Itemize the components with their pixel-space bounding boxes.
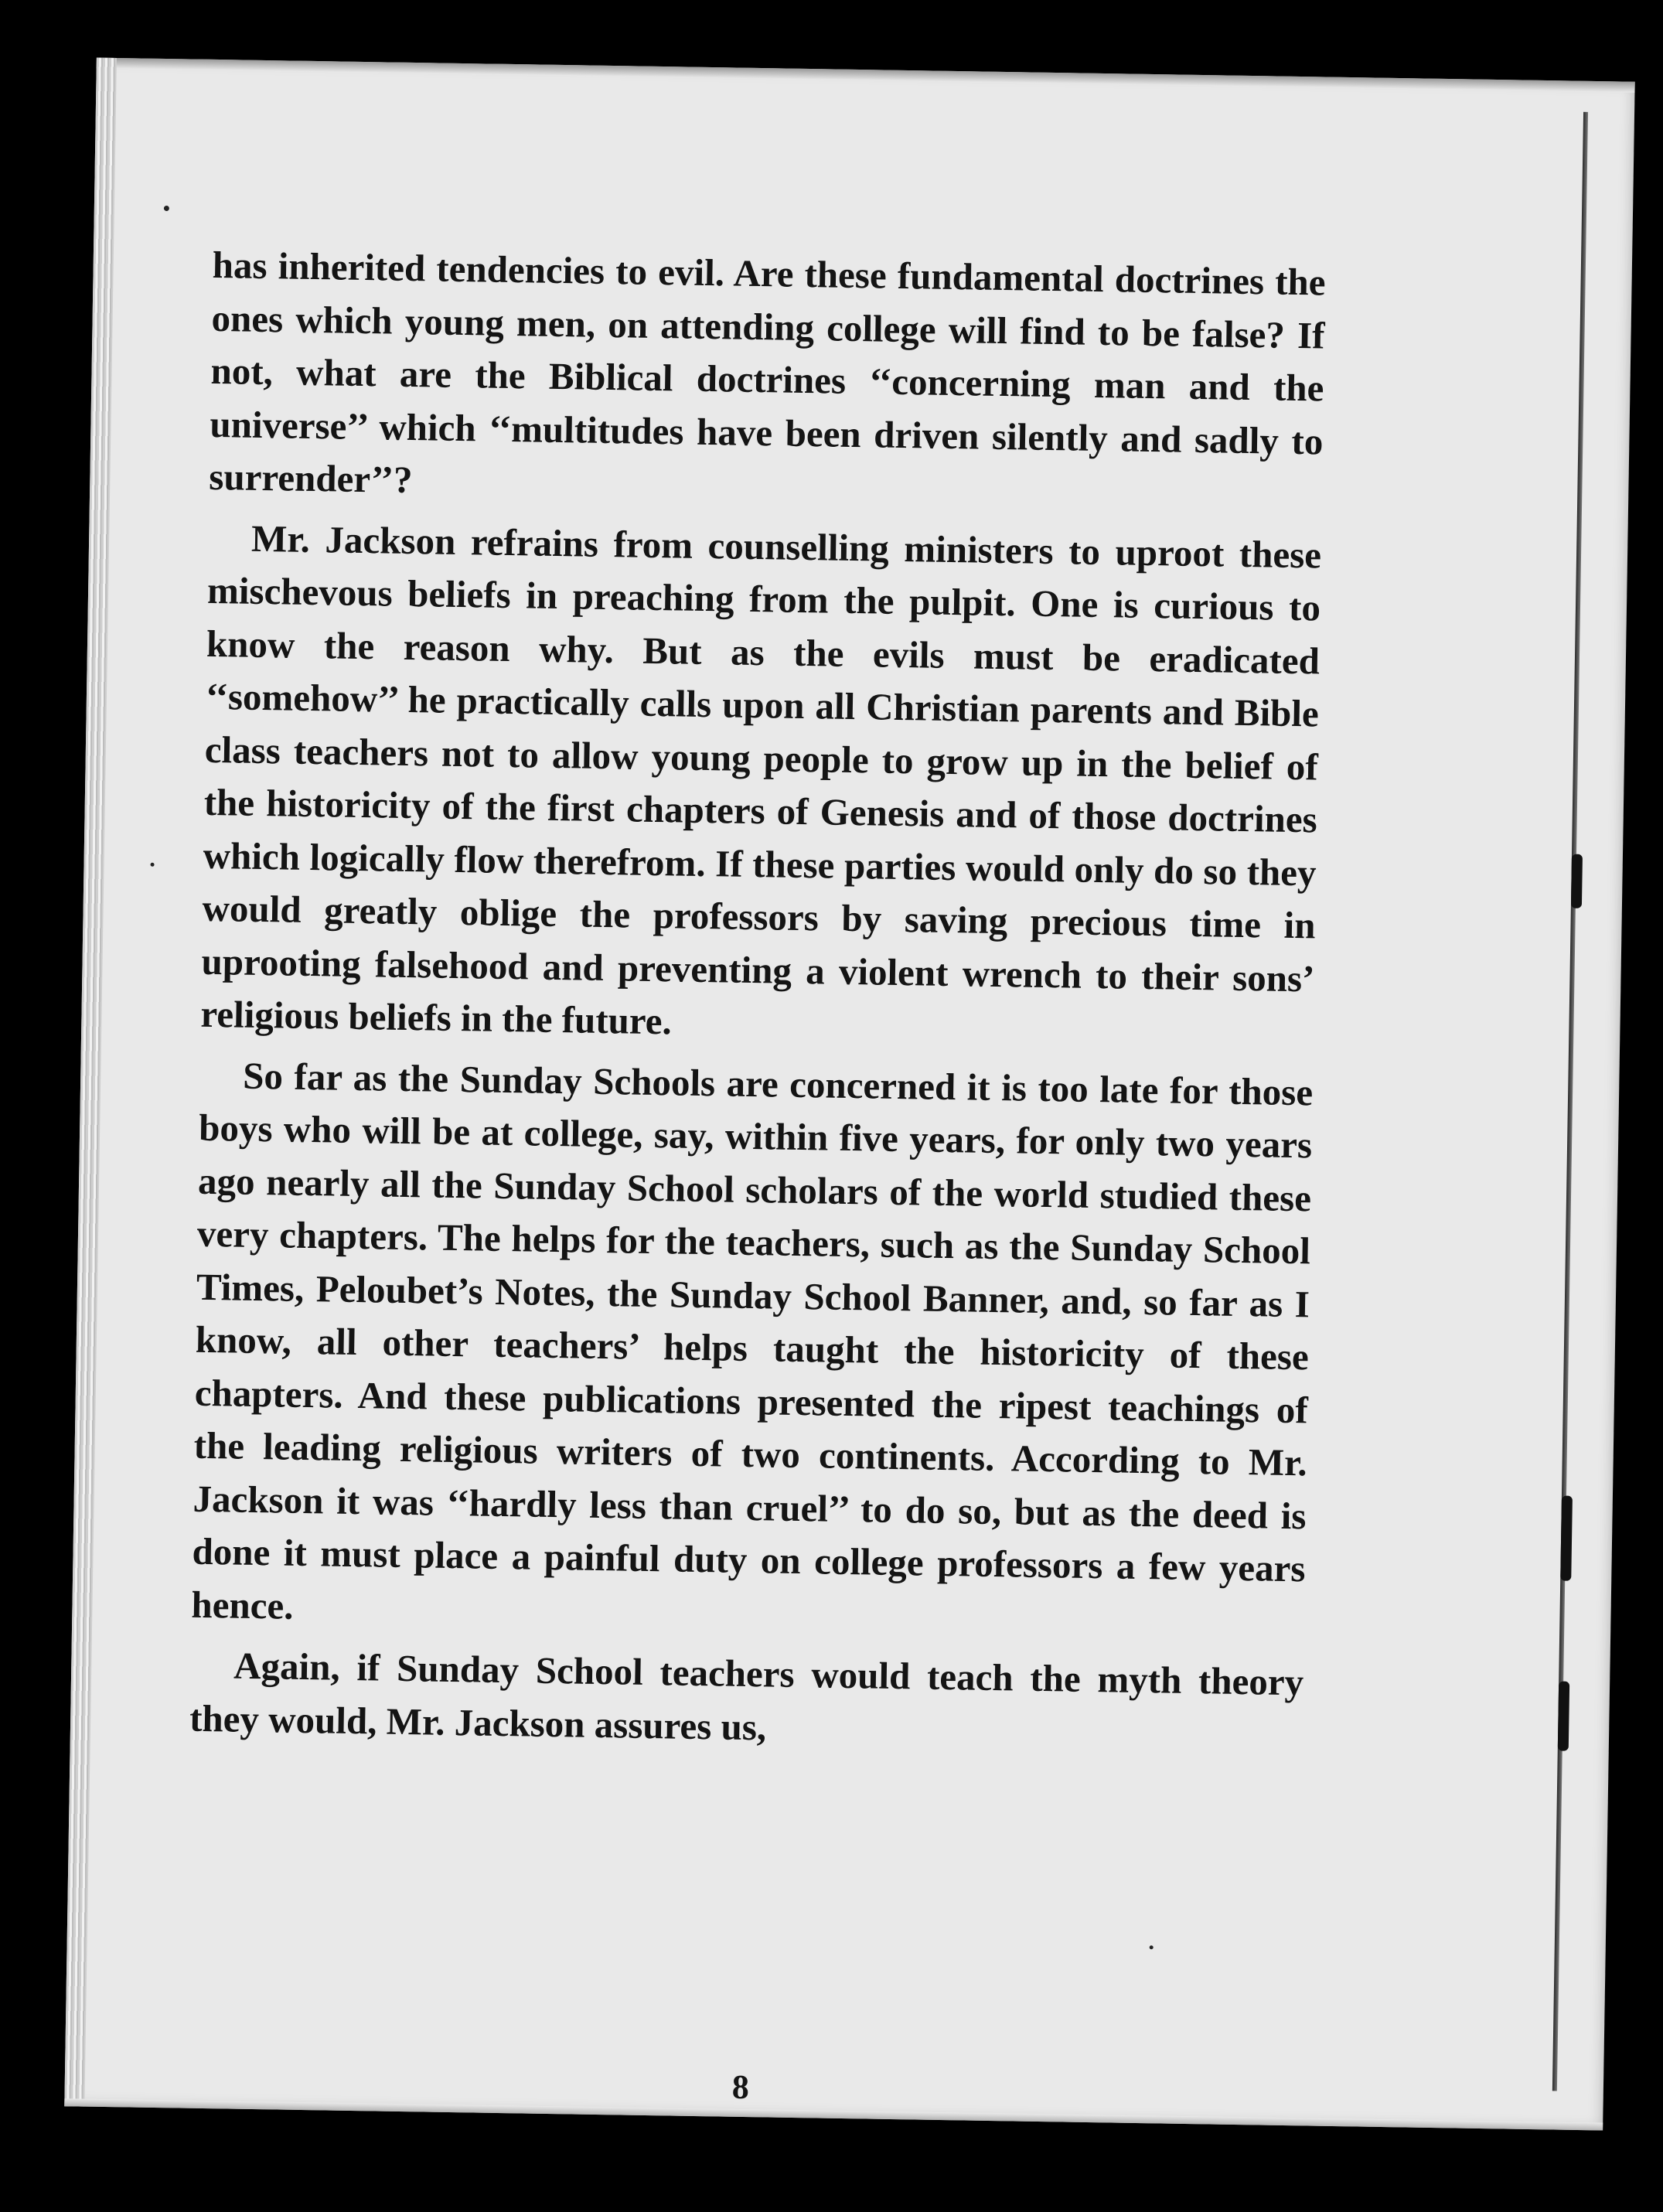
paragraph-2: Mr. Jackson refrains from counselling ministers to uproot these mischevous beliefs in preaching from the pulpit. One is curious to know the reason why. But as the evils must be eradicated ‘‘somehow’’ he practically calls upon all Christian parents and Bible class teachers not to allow young people to grow up in the belief of the historicity of the first chapters of Genesis and of those doctrines which logically flow therefrom. If these parties would only do so they would greatly oblige the professors by saving precious time in uprooting falsehood and preventing a violent wrench to their sons’ religious beliefs in the future. (200, 516, 1322, 1043)
fold-shadow-mark (1571, 854, 1583, 908)
next-page-fold (1552, 112, 1588, 2091)
book-page (64, 58, 1634, 2131)
page-binding-edge (64, 58, 117, 2107)
fold-shadow-mark (1558, 1682, 1569, 1751)
dust-speck (164, 206, 169, 211)
fold-shadow-mark (1560, 1496, 1573, 1581)
page-number: 8 (731, 2067, 750, 2107)
paragraph-3: So far as the Sunday Schools are concerned it is too late for those boys who will be at college, say, within five years, for only two years ago nearly all the Sunday School scholars of the world studied these very chapters. The helps for the teachers, such as the Sunday School Times, Peloubet’s Notes, the Sunday School Banner, and, so far as I know, all other teachers’ helps taught the historicity of these chapters. And these publications presented the ripest teachings of the leading religious writers of two continents. According to Mr. Jackson it was ‘‘hardly less than cruel’’ to do so, but as the deed is done it must place a painful duty on college professors a few years hence. (191, 1054, 1314, 1627)
paragraph-4: Again, if Sunday School teachers would teach the myth theory they would, Mr. Jackson assures us, (189, 1644, 1304, 1748)
dust-speck (151, 863, 155, 867)
paragraph-1: has inherited tendencies to evil. Are these fundamental doctrines the ones which young men, on attending college will find to be false? If not, what are the Biblical doctrines ‘‘concerning man and the universe’’ which ‘‘multitudes have been driven silently and sadly to surrender’’? (209, 243, 1326, 502)
body-text (189, 239, 1327, 2107)
dust-speck (1150, 1945, 1154, 1949)
page-top-edge (97, 58, 1635, 93)
